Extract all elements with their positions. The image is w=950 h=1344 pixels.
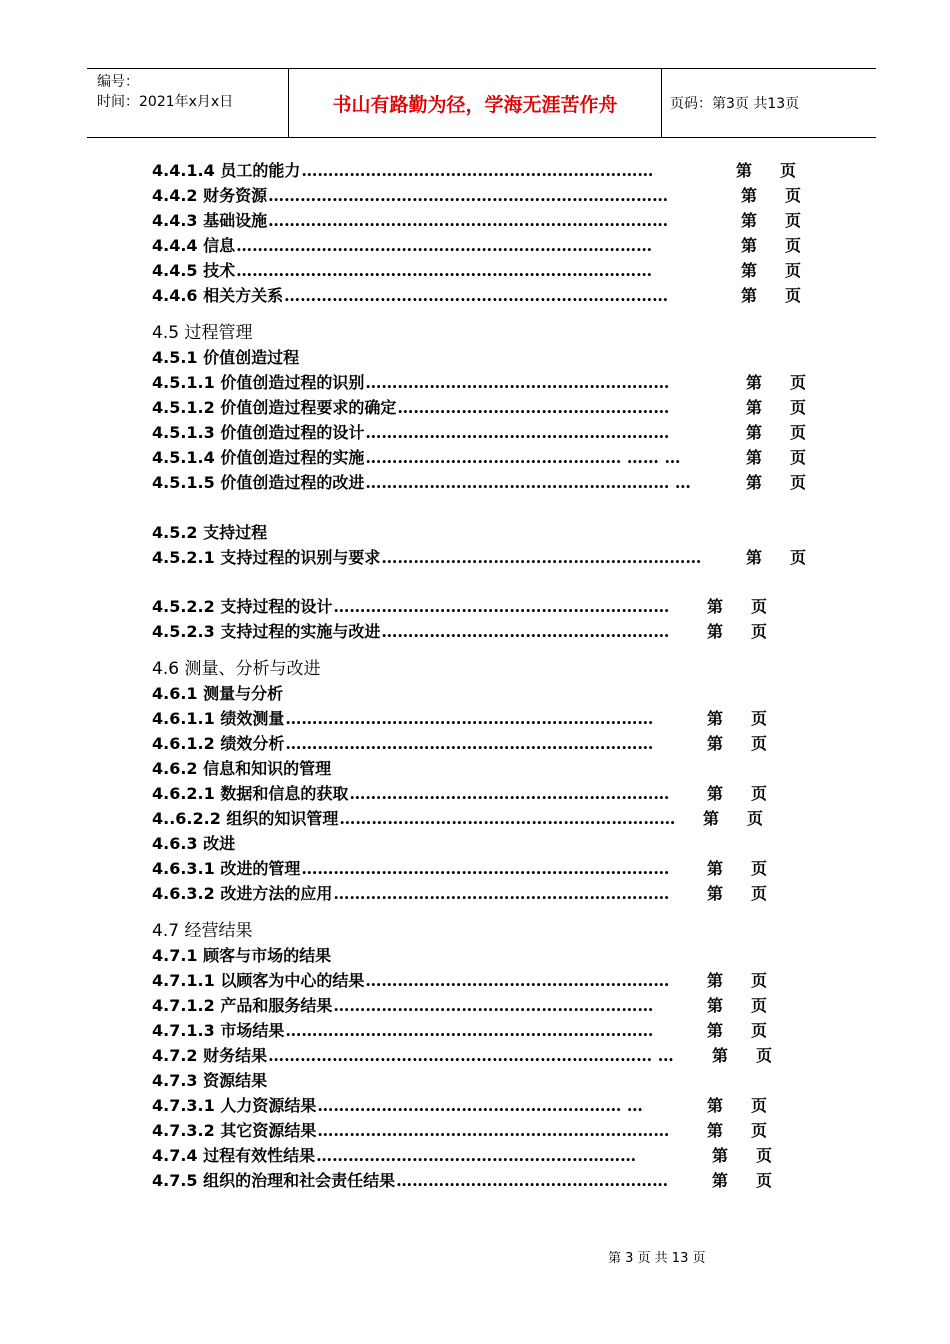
page-unit: 页: [751, 597, 768, 616]
toc-entry-label: 4.5.1.3 价值创造过程的设计: [152, 423, 365, 442]
page-unit: 页: [756, 1046, 773, 1065]
page-word: 第: [707, 1121, 724, 1140]
toc-leader-dots: ……………………………………………………: [349, 784, 670, 803]
header-page-cell: [662, 69, 876, 137]
toc-page-ref: [707, 995, 767, 1017]
toc-entry-label: 4.6.3.2 改进方法的应用: [152, 884, 333, 903]
toc-page-ref: [741, 185, 801, 207]
toc-page-ref: [712, 1045, 772, 1067]
toc-entry[interactable]: [152, 1020, 777, 1042]
toc-entry[interactable]: [152, 858, 777, 880]
toc-subsection-heading[interactable]: 4.6.3 改进: [152, 834, 236, 853]
page-unit: 页: [751, 996, 768, 1015]
toc-entry[interactable]: [152, 1120, 777, 1142]
toc-entry[interactable]: [152, 1170, 782, 1192]
page-unit: 页: [751, 884, 768, 903]
toc-entry-label: 4.6.2.1 数据和信息的获取: [152, 784, 349, 803]
toc-leader-dots: ……………………………………………………: [381, 548, 702, 567]
toc-entry-label: 4.7.1.2 产品和服务结果: [152, 996, 333, 1015]
toc-leader-dots: …………………………………………………………………: [268, 211, 669, 230]
toc-subsection-heading[interactable]: 4.7.3 资源结果: [152, 1071, 268, 1090]
page-unit: 页: [751, 734, 768, 753]
toc-subsection-heading[interactable]: 4.7.1 顾客与市场的结果: [152, 946, 332, 965]
page-unit: 页: [751, 784, 768, 803]
page-unit: 页: [790, 473, 807, 492]
toc-entry[interactable]: [152, 1045, 782, 1067]
page-word: 第: [707, 884, 724, 903]
toc-leader-dots: ………………………………………………… …: [365, 473, 691, 492]
toc-entry-label: 4.7.3.1 人力资源结果: [152, 1096, 317, 1115]
page-unit: 页: [756, 1171, 773, 1190]
page-word: 第: [741, 236, 758, 255]
page-word: 第: [741, 261, 758, 280]
toc-page-ref: [707, 883, 767, 905]
toc-leader-dots: ………………………………………………………: [333, 597, 670, 616]
toc-entry-label: 4.4.3 基础设施: [152, 211, 268, 230]
toc-page-ref: [741, 285, 801, 307]
toc-page-ref: [707, 858, 767, 880]
page-word: 第: [707, 996, 724, 1015]
page-unit: 页: [780, 161, 797, 180]
toc-leader-dots: …………………………………………………: [365, 423, 670, 442]
page-unit: 页: [751, 1021, 768, 1040]
page-word: 第: [741, 286, 758, 305]
toc-entry[interactable]: [152, 235, 811, 257]
toc-entry[interactable]: [152, 783, 777, 805]
toc-subsection-heading[interactable]: 4.5.1 价值创造过程: [152, 348, 300, 367]
toc-entry[interactable]: [152, 708, 777, 730]
toc-entry-label: 4.5.2.2 支持过程的设计: [152, 597, 333, 616]
toc-entry[interactable]: [152, 621, 777, 643]
toc-entry[interactable]: [152, 1145, 782, 1167]
toc-entry[interactable]: [152, 372, 816, 394]
toc-page-ref: [707, 1020, 767, 1042]
toc-leader-dots: ……………………………………………: [396, 1171, 669, 1190]
toc-leader-dots: ……………………………………………………………………: [236, 236, 653, 255]
page-word: 第: [707, 1021, 724, 1040]
toc-page-ref: [712, 1170, 772, 1192]
page-word: 第: [707, 784, 724, 803]
toc-entry[interactable]: [152, 883, 777, 905]
toc-subsection-heading[interactable]: 4.5.2 支持过程: [152, 523, 268, 542]
toc-leader-dots: ……………………………………………………………: [285, 734, 654, 753]
toc-entry[interactable]: [152, 808, 773, 830]
page-word: 第: [707, 734, 724, 753]
toc-leader-dots: ……………………………………………………………: [285, 709, 654, 728]
toc-section-heading[interactable]: 4.7 经营结果: [152, 921, 253, 941]
toc-page-ref: [746, 372, 806, 394]
page-unit: 页: [751, 1096, 768, 1115]
toc-leader-dots: …………………………………………………………: [301, 161, 654, 180]
toc-leader-dots: …………………………………………………………………: [268, 186, 669, 205]
page-unit: 页: [785, 211, 802, 230]
page-header: [87, 68, 876, 138]
toc-entry[interactable]: [152, 397, 816, 419]
toc-leader-dots: ……………………………………………………………… …: [268, 1046, 674, 1065]
toc-page-ref: [707, 621, 767, 643]
page-unit: 页: [751, 622, 768, 641]
toc-leader-dots: ……………………………………………………: [316, 1146, 637, 1165]
toc-entry-label: 4.5.2.3 支持过程的实施与改进: [152, 622, 381, 641]
page-unit: 页: [790, 373, 807, 392]
toc-entry-label: 4.5.1.2 价值创造过程要求的确定: [152, 398, 397, 417]
page-footer: 第 3 页 共 13 页: [608, 1251, 706, 1266]
page-word: 第: [741, 211, 758, 230]
toc-page-ref: [741, 260, 801, 282]
page-word: 第: [712, 1171, 729, 1190]
toc-entry[interactable]: [152, 1095, 777, 1117]
page-word: 第: [703, 809, 720, 828]
toc-leader-dots: ……………………………………………………………: [301, 859, 670, 878]
page-unit: 页: [747, 809, 764, 828]
page-unit: 页: [785, 286, 802, 305]
toc-page-ref: [746, 447, 806, 469]
toc-page-ref: [741, 210, 801, 232]
page-unit: 页: [790, 548, 807, 567]
page-unit: 页: [756, 1146, 773, 1165]
page-unit: 页: [751, 859, 768, 878]
header-meta-cell: [87, 69, 289, 137]
page-word: 第: [746, 373, 763, 392]
toc-page-ref: [746, 397, 806, 419]
toc-page-ref: [707, 1095, 767, 1117]
toc-leader-dots: ……………………………………………………: [333, 996, 654, 1015]
page-word: 第: [741, 186, 758, 205]
toc-entry[interactable]: [152, 733, 777, 755]
toc-entry[interactable]: [152, 970, 777, 992]
toc-entry[interactable]: [152, 422, 816, 444]
toc-page-ref: [707, 783, 767, 805]
toc-leader-dots: …………………………………………………: [365, 971, 670, 990]
page-unit: 页: [790, 423, 807, 442]
toc-leader-dots: ………………………………………………………: [339, 809, 676, 828]
toc-entry-label: 4.4.5 技术: [152, 261, 236, 280]
toc-page-ref: [703, 808, 763, 830]
toc-leader-dots: ………………………………………………… …: [317, 1096, 643, 1115]
page-word: 第: [707, 709, 724, 728]
toc-entry-label: 4.7.4 过程有效性结果: [152, 1146, 316, 1165]
time-label: 时间：2021年x月x日: [97, 94, 234, 110]
toc-entry-label: 4.7.5 组织的治理和社会责任结果: [152, 1171, 396, 1190]
page-word: 第: [707, 622, 724, 641]
page-word: 第: [707, 597, 724, 616]
page-word: 第: [712, 1046, 729, 1065]
toc-entry-label: 4.7.1.3 市场结果: [152, 1021, 285, 1040]
page-word: 第: [746, 548, 763, 567]
toc-entry-label: 4.5.1.5 价值创造过程的改进: [152, 473, 365, 492]
toc-leader-dots: ……………………………………………………………: [285, 1021, 654, 1040]
toc-entry[interactable]: [152, 447, 816, 469]
page-word: 第: [736, 161, 753, 180]
toc-leader-dots: …………………………………………………………: [317, 1121, 670, 1140]
toc-page-ref: [707, 708, 767, 730]
page-word: 第: [707, 1096, 724, 1115]
page-word: 第: [746, 448, 763, 467]
page-unit: 页: [785, 236, 802, 255]
toc-entry-label: 4.6.1.1 绩效测量: [152, 709, 285, 728]
page-label: 页码：第3页 共13页: [670, 96, 800, 112]
toc-entry[interactable]: [152, 285, 811, 307]
toc-leader-dots: …………………………………………………: [365, 373, 670, 392]
toc-subsection-heading[interactable]: 4.6.2 信息和知识的管理: [152, 759, 332, 778]
page-word: 第: [746, 398, 763, 417]
toc-page-ref: [707, 733, 767, 755]
toc-leader-dots: ………………………………………… …… …: [365, 448, 681, 467]
toc-entry-label: 4.7.3.2 其它资源结果: [152, 1121, 317, 1140]
toc-entry-label: 4.5.2.1 支持过程的识别与要求: [152, 548, 381, 567]
number-label: 编号：: [97, 74, 139, 90]
toc-page-ref: [707, 596, 767, 618]
toc-entry-label: 4.5.1.1 价值创造过程的识别: [152, 373, 365, 392]
toc-entry-label: 4.6.3.1 改进的管理: [152, 859, 301, 878]
page-word: 第: [712, 1146, 729, 1165]
toc-page-ref: [736, 160, 796, 182]
page-unit: 页: [790, 398, 807, 417]
toc-entry[interactable]: [152, 210, 811, 232]
toc-entry-label: 4.4.2 财务资源: [152, 186, 268, 205]
toc-entry[interactable]: [152, 160, 806, 182]
toc-leader-dots: ………………………………………………………………: [284, 286, 669, 305]
toc-entry[interactable]: [152, 185, 811, 207]
toc-entry-label: 4.4.1.4 员工的能力: [152, 161, 301, 180]
toc-entry-label: 4.4.4 信息: [152, 236, 236, 255]
toc-page-ref: [741, 235, 801, 257]
toc-entry-label: 4.6.1.2 绩效分析: [152, 734, 285, 753]
toc-entry[interactable]: [152, 995, 777, 1017]
page-word: 第: [746, 473, 763, 492]
toc-page-ref: [746, 472, 806, 494]
page-unit: 页: [751, 709, 768, 728]
toc-leader-dots: ……………………………………………: [397, 398, 670, 417]
page-word: 第: [707, 971, 724, 990]
page-unit: 页: [785, 186, 802, 205]
toc-leader-dots: ……………………………………………………………………: [236, 261, 653, 280]
toc-entry[interactable]: [152, 472, 816, 494]
toc-leader-dots: ………………………………………………: [381, 622, 670, 641]
toc-entry-label: 4.7.2 财务结果: [152, 1046, 268, 1065]
toc-entry[interactable]: [152, 596, 777, 618]
motto: 书山有路勤为径，学海无涯苦作舟: [332, 93, 618, 116]
toc-entry-label: 4.4.6 相关方关系: [152, 286, 284, 305]
page-word: 第: [707, 859, 724, 878]
page-unit: 页: [790, 448, 807, 467]
toc-page-ref: [746, 547, 806, 569]
toc-leader-dots: ………………………………………………………: [333, 884, 670, 903]
page-unit: 页: [751, 971, 768, 990]
toc-subsection-heading[interactable]: 4.6.1 测量与分析: [152, 684, 284, 703]
page-unit: 页: [785, 261, 802, 280]
toc-section-heading[interactable]: 4.5 过程管理: [152, 323, 253, 343]
header-motto-cell: [289, 69, 662, 137]
toc-entry-label: 4..6.2.2 组织的知识管理: [152, 809, 339, 828]
toc-page-ref: [746, 422, 806, 444]
toc-page-ref: [707, 970, 767, 992]
toc-section-heading[interactable]: 4.6 测量、分析与改进: [152, 659, 321, 679]
toc-entry-label: 4.7.1.1 以顾客为中心的结果: [152, 971, 365, 990]
toc-entry[interactable]: [152, 547, 816, 569]
toc-entry[interactable]: [152, 260, 811, 282]
toc-entry-label: 4.5.1.4 价值创造过程的实施: [152, 448, 365, 467]
toc-page-ref: [707, 1120, 767, 1142]
toc-page-ref: [712, 1145, 772, 1167]
page-word: 第: [746, 423, 763, 442]
page-unit: 页: [751, 1121, 768, 1140]
